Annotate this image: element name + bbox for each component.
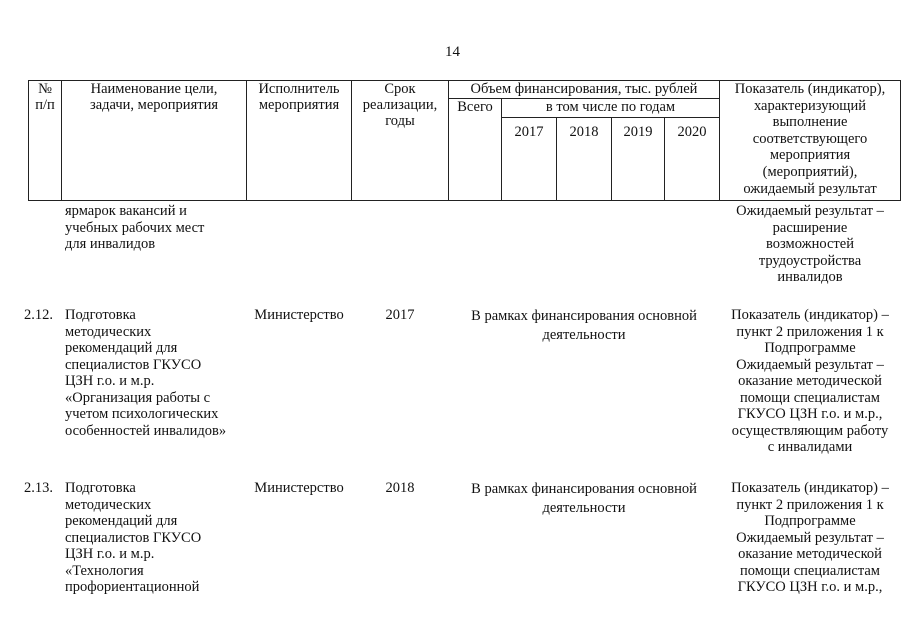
row-name-line: «Организация работы с bbox=[65, 389, 211, 406]
row-num: 2.12. bbox=[24, 307, 53, 323]
header-name bbox=[61, 81, 247, 113]
row-indicator-line: расширение bbox=[772, 219, 848, 236]
row-name-line: учебных рабочих мест bbox=[65, 219, 205, 236]
header-indicator-line: ожидаемый результат bbox=[743, 180, 877, 197]
row-name bbox=[65, 203, 204, 253]
header-year: 2020 bbox=[677, 124, 707, 140]
row-indicator-line: ГКУСО ЦЗН г.о. и м.р., bbox=[737, 579, 883, 595]
row-indicator-line: Подпрограмме bbox=[764, 340, 856, 356]
row-indicator-line: помощи специалистам bbox=[740, 562, 880, 579]
header-term-line: Срок bbox=[384, 81, 416, 97]
row-name-line: рекомендаций для bbox=[65, 340, 178, 356]
row-name-line: Подготовка bbox=[65, 480, 136, 496]
row-name-line: учетом психологических bbox=[65, 406, 219, 422]
header-term-line: реализации, bbox=[362, 97, 438, 113]
row-indicator-line: Показатель (индикатор) – bbox=[731, 480, 889, 496]
row-name-line: методических bbox=[65, 496, 152, 513]
row-indicator-line: Показатель (индикатор) – bbox=[731, 307, 889, 323]
header-executor-line: Исполнитель bbox=[258, 81, 340, 97]
row-name-line: «Технология bbox=[65, 562, 144, 579]
row-num: 2.13. bbox=[24, 480, 53, 496]
row-name-line: особенностей инвалидов» bbox=[65, 422, 227, 439]
row-finance-line: деятельности bbox=[542, 500, 626, 516]
row-name-line: рекомендаций для bbox=[65, 513, 178, 529]
header-name-line: Наименование цели, bbox=[90, 81, 218, 97]
row-indicator-line: пункт 2 приложения 1 к bbox=[736, 323, 884, 340]
row-indicator-line: ГКУСО ЦЗН г.о. и м.р., bbox=[737, 406, 883, 422]
row-indicator-line: осуществляющим работу bbox=[731, 422, 889, 439]
row-indicator-line: Подпрограмме bbox=[764, 513, 856, 529]
row-indicator-line: пункт 2 приложения 1 к bbox=[736, 496, 884, 513]
header-finance: Объем финансирования, тыс. рублей bbox=[470, 81, 698, 97]
row-name-line: профориентационной bbox=[65, 579, 200, 595]
header-indicator-line: (мероприятий), bbox=[762, 163, 858, 180]
row-finance-line: деятельности bbox=[542, 327, 626, 343]
row-indicator bbox=[719, 307, 901, 456]
header-indicator bbox=[719, 81, 901, 197]
row-finance-line: В рамках финансирования основной bbox=[471, 481, 697, 497]
row-indicator-line: помощи специалистам bbox=[740, 389, 880, 406]
header-term bbox=[351, 81, 449, 129]
header-year: 2018 bbox=[569, 124, 599, 140]
row-name-line: ярмарок вакансий и bbox=[65, 203, 187, 219]
header-indicator-line: выполнение bbox=[772, 114, 848, 131]
row-indicator-line: трудоустройства bbox=[758, 252, 862, 269]
row-indicator-line: Ожидаемый результат – bbox=[736, 356, 884, 373]
row-name bbox=[65, 307, 226, 439]
row-name-line: ЦЗН г.о. и м.р. bbox=[65, 546, 155, 562]
row-indicator-line: Ожидаемый результат – bbox=[736, 529, 884, 546]
header-name-line: задачи, мероприятия bbox=[89, 97, 218, 113]
header-indicator-line: Показатель (индикатор), bbox=[734, 81, 886, 97]
header-num bbox=[28, 81, 62, 113]
row-executor: Министерство bbox=[254, 480, 344, 496]
header-executor bbox=[246, 81, 352, 113]
header-year: 2019 bbox=[623, 124, 653, 140]
header-indicator-line: мероприятия bbox=[769, 147, 851, 164]
row-term: 2018 bbox=[385, 480, 415, 496]
row-indicator-line: оказание методической bbox=[738, 546, 882, 562]
row-indicator-line: возможностей bbox=[766, 236, 854, 252]
row-name-line: методических bbox=[65, 323, 152, 340]
row-name-line: специалистов ГКУСО bbox=[65, 529, 202, 546]
row-finance bbox=[448, 480, 720, 518]
row-indicator bbox=[719, 480, 901, 596]
header-indicator-line: соответствующего bbox=[752, 130, 868, 147]
row-name-line: Подготовка bbox=[65, 307, 136, 323]
header-by-year: в том числе по годам bbox=[545, 99, 676, 115]
row-term: 2017 bbox=[385, 307, 415, 323]
row-indicator-line: оказание методической bbox=[738, 373, 882, 389]
header-term-line: годы bbox=[385, 113, 415, 129]
row-indicator-line: Ожидаемый результат – bbox=[736, 203, 884, 219]
header-year: 2017 bbox=[514, 124, 544, 140]
header-total: Всего bbox=[457, 99, 493, 115]
header-executor-line: мероприятия bbox=[258, 97, 340, 113]
row-name bbox=[65, 480, 201, 596]
row-indicator-line: инвалидов bbox=[777, 269, 843, 285]
row-finance-line: В рамках финансирования основной bbox=[471, 308, 697, 324]
page-number: 14 bbox=[445, 44, 460, 60]
header-num-line: п/п bbox=[35, 97, 55, 113]
row-finance bbox=[448, 307, 720, 345]
row-indicator bbox=[719, 203, 901, 286]
row-name-line: специалистов ГКУСО bbox=[65, 356, 202, 373]
row-name-line: ЦЗН г.о. и м.р. bbox=[65, 373, 155, 389]
header-indicator-line: характеризующий bbox=[753, 97, 866, 114]
row-name-line: для инвалидов bbox=[65, 236, 156, 252]
row-indicator-line: с инвалидами bbox=[767, 439, 853, 455]
header-num-line: № bbox=[38, 81, 52, 97]
row-executor: Министерство bbox=[254, 307, 344, 323]
